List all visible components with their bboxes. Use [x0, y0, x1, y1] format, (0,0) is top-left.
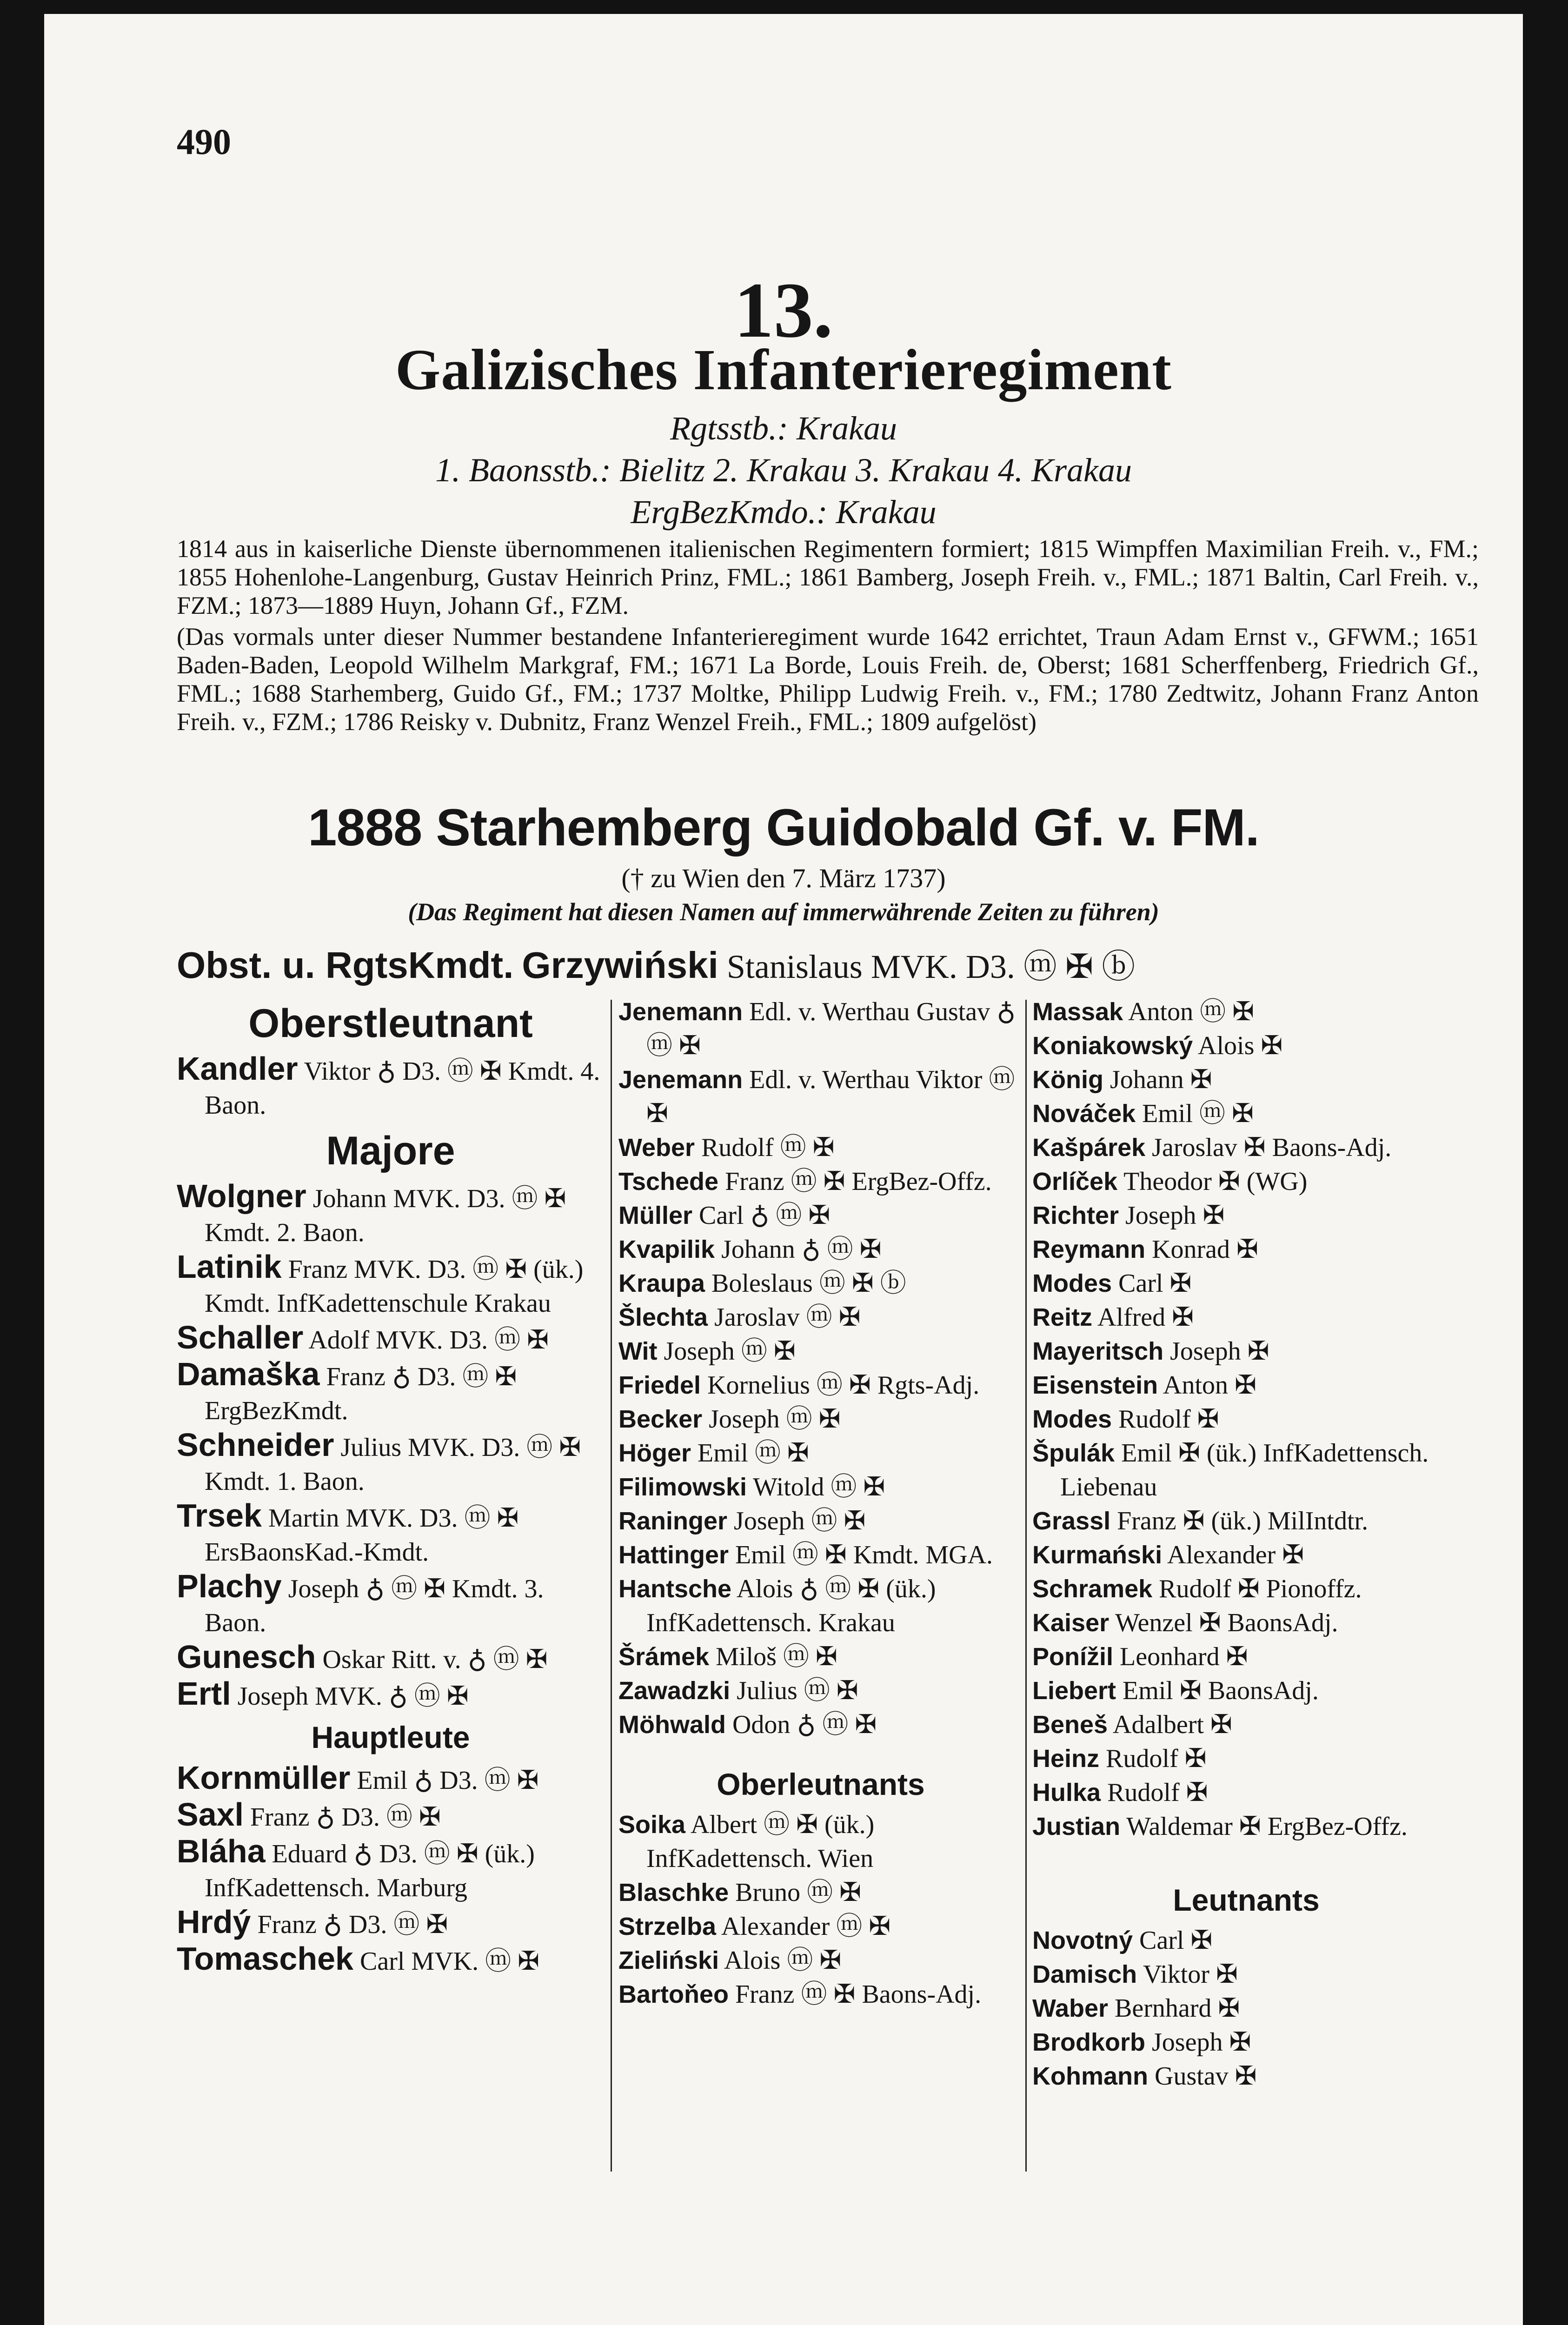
officer-entry [618, 1876, 1023, 1910]
officer-entry [177, 1905, 605, 1942]
officer-entry [1032, 1029, 1460, 1063]
officer-surname: Jenemann [618, 1066, 743, 1094]
officer-entry [1032, 1402, 1460, 1436]
officer-surname: Trsek [177, 1497, 262, 1534]
history-block [177, 535, 1479, 739]
officer-surname: Kraupa [618, 1269, 705, 1297]
officer-details: Jaroslav ⓜ ✠ [714, 1303, 861, 1332]
officer-details: Leonhard ✠ [1120, 1642, 1248, 1671]
officer-surname: Mayeritsch [1032, 1337, 1164, 1365]
officer-entry [618, 995, 1023, 1063]
officer-entry [1032, 1165, 1460, 1199]
officer-details: Joseph ✠ [1125, 1201, 1225, 1230]
officer-entry [1032, 1640, 1460, 1674]
officer-details: Franz ♁ D3. ⓜ ✠ ErgBezKmdt. [205, 1362, 517, 1425]
officer-surname: Tschede [618, 1168, 719, 1196]
proprietor-death: († zu Wien den 7. März 1737) [621, 863, 946, 893]
officer-list [1032, 995, 1460, 1844]
header-leutnants: Leutnants [1173, 1883, 1320, 1917]
officer-details: Carl ♁ ⓜ ✠ [699, 1201, 831, 1230]
officer-entry [618, 1470, 1023, 1504]
officer-details: Joseph ⓜ ✠ [709, 1405, 841, 1434]
officer-surname: Möhwald [618, 1711, 726, 1739]
officer-details: Odon ♁ ⓜ ✠ [732, 1710, 877, 1739]
officer-details: Rudolf ✠ [1106, 1744, 1207, 1773]
header-oberleutnants: Oberleutnants [717, 1767, 925, 1801]
officer-surname: Plachy [177, 1568, 282, 1604]
officer-entry [177, 1179, 605, 1250]
perpetual-name-note: (Das Regiment hat diesen Namen auf immerwährende Zeiten zu führen) [408, 898, 1159, 926]
officer-surname: Becker [618, 1405, 703, 1433]
officer-entry [618, 1368, 1023, 1402]
commander-rank: Obst. u. RgtsKmdt. [177, 944, 514, 986]
officer-details: Viktor ♁ D3. ⓜ ✠ Kmdt. 4. Baon. [205, 1057, 600, 1120]
officer-surname: König [1032, 1066, 1103, 1094]
officer-entry [177, 1321, 605, 1357]
officer-surname: Zieliński [618, 1946, 719, 1974]
officer-details: Joseph ✠ [1152, 2028, 1251, 2057]
officer-entry [177, 1499, 605, 1569]
officer-entry [1032, 2059, 1460, 2093]
officer-entry [618, 1436, 1023, 1470]
battalions-line: 1. Baonsstb.: Bielitz 2. Krakau 3. Krakau 4. Krakau [435, 452, 1132, 489]
regiment-number: 13. [734, 266, 833, 354]
officer-surname: Kohmann [1032, 2062, 1148, 2090]
officer-surname: Šrámek [618, 1643, 710, 1671]
officer-details: Alexander ⓜ ✠ [721, 1912, 891, 1941]
officer-details: Emil ♁ D3. ⓜ ✠ [357, 1766, 539, 1795]
officer-entry [1032, 1708, 1460, 1742]
officer-surname: Modes [1032, 1269, 1112, 1297]
header-oberstleutnant: Oberstleutnant [248, 1001, 533, 1046]
officer-surname: Massak [1032, 998, 1123, 1026]
officer-entry [618, 1063, 1023, 1131]
officer-entry [1032, 1958, 1460, 1992]
officer-entry [1032, 1199, 1460, 1233]
officer-entry [1032, 1572, 1460, 1606]
officer-surname: Schaller [177, 1319, 304, 1355]
officer-entry [618, 1640, 1023, 1674]
officer-surname: Waber [1032, 1994, 1109, 2022]
officer-details: Anton ✠ [1163, 1371, 1256, 1400]
officer-details: Waldemar ✠ ErgBez-Offz. [1126, 1812, 1408, 1841]
officer-surname: Hantsche [618, 1575, 732, 1603]
officer-entry [177, 1357, 605, 1428]
district-line: ErgBezKmdo.: Krakau [631, 493, 937, 531]
officer-surname: Saxl [177, 1796, 244, 1833]
officer-details: Joseph ⓜ ✠ [734, 1507, 866, 1535]
officer-details: Franz ⓜ ✠ ErgBez-Offz. [725, 1167, 992, 1196]
regiment-title: Galizisches Infanterieregiment [395, 338, 1172, 402]
officer-details: Franz ♁ D3. ⓜ ✠ [250, 1803, 441, 1832]
officer-details: Julius ⓜ ✠ [737, 1676, 858, 1705]
officer-entry [618, 1301, 1023, 1335]
officer-entry [618, 1808, 1023, 1876]
officer-details: Edl. v. Werthau Viktor ⓜ ✠ [646, 1065, 1015, 1128]
officer-details: Johann MVK. D3. ⓜ ✠ Kmdt. 2. Baon. [205, 1184, 566, 1247]
officer-column-1 [177, 995, 605, 1979]
officer-surname: Grassl [1032, 1507, 1111, 1535]
officer-details: Theodor ✠ (WG) [1123, 1167, 1308, 1196]
officer-entry [1032, 1992, 1460, 2026]
officer-list [177, 1761, 605, 1979]
officer-surname: Modes [1032, 1405, 1112, 1433]
officer-details: Carl ✠ [1139, 1926, 1213, 1955]
officer-surname: Strzelba [618, 1913, 717, 1940]
officer-entry [618, 1674, 1023, 1708]
officer-surname: Wit [618, 1337, 658, 1365]
officer-details: Rudolf ✠ [1118, 1405, 1219, 1434]
officer-details: Carl ✠ [1118, 1269, 1192, 1298]
officer-entry [177, 1569, 605, 1640]
officer-surname: Hrdý [177, 1904, 251, 1940]
officer-entry [1032, 1606, 1460, 1640]
officer-entry [618, 1402, 1023, 1436]
officer-surname: Kvapilik [618, 1236, 715, 1263]
officer-list [618, 1808, 1023, 2012]
officer-column-3 [1032, 995, 1460, 2093]
officer-surname: Soika [618, 1811, 686, 1839]
officer-details: Konrad ✠ [1152, 1235, 1258, 1264]
officer-details: Johann ♁ ⓜ ✠ [721, 1235, 882, 1264]
header-majore: Majore [326, 1129, 455, 1173]
officer-entry [1032, 1810, 1460, 1844]
officer-details: Martin MVK. D3. ⓜ ✠ ErsBaonsKad.-Kmdt. [205, 1504, 519, 1567]
officer-details: Emil ⓜ ✠ [1142, 1099, 1254, 1128]
officer-surname: Beneš [1032, 1711, 1108, 1739]
officer-entry [177, 1942, 605, 1979]
officer-details: Anton ⓜ ✠ [1128, 997, 1254, 1026]
officer-surname: Ponížil [1032, 1643, 1113, 1671]
history-paragraph-2: (Das vormals unter dieser Nummer bestandene Infanterieregiment wurde 1642 errichtet, Traun Adam Ernst v., GFWM.; 1651 Baden-Baden, Leopold Wilhelm Markgraf, FM.; 1671 La Borde, Louis Freih. de, Oberst; 1681 Scherffenberg, Friedrich Gf., FML.; 1688 Starhemberg, Guido Gf., FM.; 1737 Moltke, Philipp Ludwig Freih. v., FM.; 1780 Zedtwitz, Johann Franz Anton Freih. v., FZM.; 1786 Reisky v. Dubnitz, Franz Wenzel Freih., FML.; 1809 aufgelöst) [177, 623, 1479, 736]
staff-line: Rgtsstb.: Krakau [670, 410, 897, 447]
column-divider-right [1025, 1000, 1027, 2172]
officer-surname: Heinz [1032, 1745, 1100, 1773]
header-hauptleute: Hauptleute [311, 1720, 470, 1754]
officer-details: Edl. v. Werthau Gustav ♁ ⓜ ✠ [646, 997, 1016, 1060]
officer-details: Miloš ⓜ ✠ [716, 1642, 837, 1671]
officer-surname: Friedel [618, 1371, 701, 1399]
officer-surname: Höger [618, 1439, 691, 1467]
officer-surname: Bartoňeo [618, 1980, 729, 2008]
officer-surname: Schneider [177, 1427, 334, 1463]
officer-details: Joseph ✠ [1170, 1337, 1269, 1366]
officer-details: Alois ⓜ ✠ [724, 1946, 842, 1975]
officer-entry [177, 1250, 605, 1321]
commander-details: Stanislaus MVK. D3. ⓜ ✠ ⓑ [726, 948, 1136, 985]
officer-entry [1032, 1924, 1460, 1958]
officer-entry [618, 1199, 1023, 1233]
officer-entry [177, 1677, 605, 1714]
officer-entry [1032, 1131, 1460, 1165]
officer-details: Adolf MVK. D3. ⓜ ✠ [308, 1326, 549, 1355]
officer-details: Eduard ♁ D3. ⓜ ✠ (ük.) InfKadettensch. Marburg [205, 1840, 535, 1902]
officer-entry [177, 1640, 605, 1677]
officer-entry [1032, 1335, 1460, 1368]
officer-surname: Gunesch [177, 1639, 316, 1675]
page-number: 490 [177, 121, 231, 162]
officer-surname: Brodkorb [1032, 2028, 1145, 2056]
officer-entry [1032, 1233, 1460, 1267]
officer-surname: Reitz [1032, 1303, 1093, 1331]
officer-surname: Kornmüller [177, 1760, 351, 1796]
officer-details: Joseph MVK. ♁ ⓜ ✠ [237, 1682, 469, 1711]
officer-details: Boleslaus ⓜ ✠ ⓑ [711, 1269, 906, 1298]
officer-surname: Šlechta [618, 1303, 708, 1331]
officer-surname: Koniakowský [1032, 1032, 1193, 1060]
officer-surname: Orlíček [1032, 1168, 1118, 1196]
proprietor-name: 1888 Starhemberg Guidobald Gf. v. FM. [308, 798, 1259, 857]
column-divider-left [611, 1000, 612, 2172]
officer-details: Wenzel ✠ BaonsAdj. [1115, 1608, 1338, 1637]
officer-entry [1032, 1063, 1460, 1097]
officer-details: Alexander ✠ [1167, 1541, 1304, 1569]
officer-details: Emil ✠ BaonsAdj. [1123, 1676, 1319, 1705]
officer-details: Emil ⓜ ✠ [698, 1439, 809, 1468]
officer-entry [1032, 1776, 1460, 1810]
officer-surname: Ertl [177, 1675, 231, 1712]
officer-details: Joseph ♁ ⓜ ✠ Kmdt. 3. Baon. [205, 1574, 544, 1637]
officer-surname: Novotný [1032, 1926, 1133, 1954]
officer-entry [177, 1798, 605, 1834]
officer-surname: Blaschke [618, 1879, 729, 1906]
officer-entry [1032, 1097, 1460, 1131]
officer-surname: Kaiser [1032, 1609, 1110, 1637]
document-page [44, 14, 1523, 2325]
officer-list [177, 1179, 605, 1714]
officer-surname: Jenemann [618, 998, 743, 1026]
officer-surname: Latinik [177, 1249, 282, 1285]
officer-surname: Justian [1032, 1813, 1121, 1840]
officer-details: Emil ⓜ ✠ Kmdt. MGA. [735, 1541, 993, 1569]
officer-entry [177, 1761, 605, 1798]
officer-surname: Weber [618, 1134, 695, 1162]
officer-details: Gustav ✠ [1155, 2062, 1257, 2091]
officer-details: Johann ✠ [1110, 1065, 1212, 1094]
officer-surname: Hulka [1032, 1779, 1101, 1807]
commander-name: Grzywiński [522, 944, 718, 986]
officer-surname: Hattinger [618, 1541, 729, 1569]
officer-entry [177, 1428, 605, 1499]
officer-details: Carl MVK. ⓜ ✠ [359, 1947, 539, 1976]
officer-list [1032, 1924, 1460, 2093]
history-paragraph-1: 1814 aus in kaiserliche Dienste übernommenen italienischen Regimentern formiert; 1815 Wimpffen Maximilian Freih. v., FM.; 1855 Hohenlohe-Langenburg, Gustav Heinrich Prinz, FML.; 1861 Bamberg, Joseph Freih. v., FML.; 1871 Baltin, Carl Freih. v., FZM.; 1873—1889 Huyn, Johann Gf., FZM. [177, 535, 1479, 619]
officer-list [177, 1052, 605, 1123]
officer-details: Adalbert ✠ [1113, 1710, 1232, 1739]
officer-details: Witold ⓜ ✠ [753, 1473, 885, 1501]
officer-details: Franz ♁ D3. ⓜ ✠ [257, 1910, 448, 1939]
officer-entry [1032, 1436, 1460, 1504]
officer-surname: Raninger [618, 1507, 728, 1535]
officer-details: Franz ✠ (ük.) MilIntdtr. [1117, 1507, 1369, 1535]
officer-entry [618, 1538, 1023, 1572]
officer-surname: Nováček [1032, 1100, 1136, 1128]
officer-details: Bernhard ✠ [1115, 1994, 1240, 2023]
officer-surname: Richter [1032, 1202, 1119, 1229]
officer-entry [1032, 1742, 1460, 1776]
officer-details: Albert ⓜ ✠ (ük.) InfKadettensch. Wien [646, 1810, 875, 1873]
officer-details: Alfred ✠ [1097, 1303, 1194, 1332]
officer-details: Emil ✠ (ük.) InfKadettensch. Liebenau [1060, 1439, 1429, 1501]
officer-entry [1032, 1368, 1460, 1402]
officer-surname: Špulák [1032, 1439, 1115, 1467]
officer-entry [1032, 1301, 1460, 1335]
officer-details: Rudolf ⓜ ✠ [701, 1133, 835, 1162]
officer-details: Julius MVK. D3. ⓜ ✠ Kmdt. 1. Baon. [205, 1433, 581, 1496]
officer-entry [618, 1978, 1023, 2012]
officer-surname: Eisenstein [1032, 1371, 1158, 1399]
officer-surname: Bláha [177, 1833, 266, 1869]
officer-surname: Kandler [177, 1050, 298, 1087]
officer-entry [618, 1165, 1023, 1199]
officer-surname: Zawadzki [618, 1677, 731, 1705]
officer-entry [618, 1944, 1023, 1978]
officer-details: Joseph ⓜ ✠ [664, 1337, 796, 1366]
officer-surname: Wolgner [177, 1178, 306, 1214]
officer-column-2 [618, 995, 1023, 2012]
officer-details: Rudolf ✠ [1107, 1778, 1208, 1807]
officer-entry [618, 1572, 1023, 1640]
officer-entry [618, 1708, 1023, 1742]
officer-surname: Müller [618, 1202, 693, 1229]
officer-entry [1032, 1267, 1460, 1301]
officer-details: Viktor ✠ [1143, 1960, 1238, 1989]
officer-surname: Tomaschek [177, 1940, 353, 1977]
officer-entry [177, 1052, 605, 1123]
officer-details: Jaroslav ✠ Baons-Adj. [1152, 1133, 1392, 1162]
officer-details: Rudolf ✠ Pionoffz. [1159, 1574, 1362, 1603]
officer-entry [618, 1504, 1023, 1538]
officer-entry [618, 1131, 1023, 1165]
officer-entry [177, 1834, 605, 1905]
officer-surname: Liebert [1032, 1677, 1116, 1705]
officer-surname: Damisch [1032, 1960, 1137, 1988]
officer-details: Bruno ⓜ ✠ [735, 1878, 862, 1907]
officer-entry [1032, 1504, 1460, 1538]
officer-details: Franz MVK. D3. ⓜ ✠ (ük.) Kmdt. InfKadettenschule Krakau [205, 1255, 584, 1318]
officer-entry [1032, 1538, 1460, 1572]
officer-surname: Schramek [1032, 1575, 1153, 1603]
officer-details: Kornelius ⓜ ✠ Rgts-Adj. [707, 1371, 980, 1400]
officer-entry [618, 1233, 1023, 1267]
officer-surname: Reymann [1032, 1236, 1146, 1263]
officer-details: Alois ✠ [1198, 1031, 1283, 1060]
officer-details: Oskar Ritt. v. ♁ ⓜ ✠ [322, 1645, 548, 1674]
officer-entry [618, 1335, 1023, 1368]
officer-list [618, 995, 1023, 1742]
officer-entry [1032, 2026, 1460, 2059]
officer-surname: Kurmański [1032, 1541, 1163, 1569]
regiment-commander [177, 939, 1135, 988]
officer-entry [618, 1267, 1023, 1301]
officer-entry [618, 1910, 1023, 1944]
officer-details: Alois ♁ ⓜ ✠ (ük.) InfKadettensch. Krakau [646, 1574, 936, 1637]
officer-entry [1032, 995, 1460, 1029]
officer-surname: Filimowski [618, 1473, 747, 1501]
officer-surname: Kašpárek [1032, 1134, 1146, 1162]
officer-entry [1032, 1674, 1460, 1708]
officer-details: Franz ⓜ ✠ Baons-Adj. [735, 1980, 982, 2009]
officer-surname: Damaška [177, 1356, 320, 1392]
